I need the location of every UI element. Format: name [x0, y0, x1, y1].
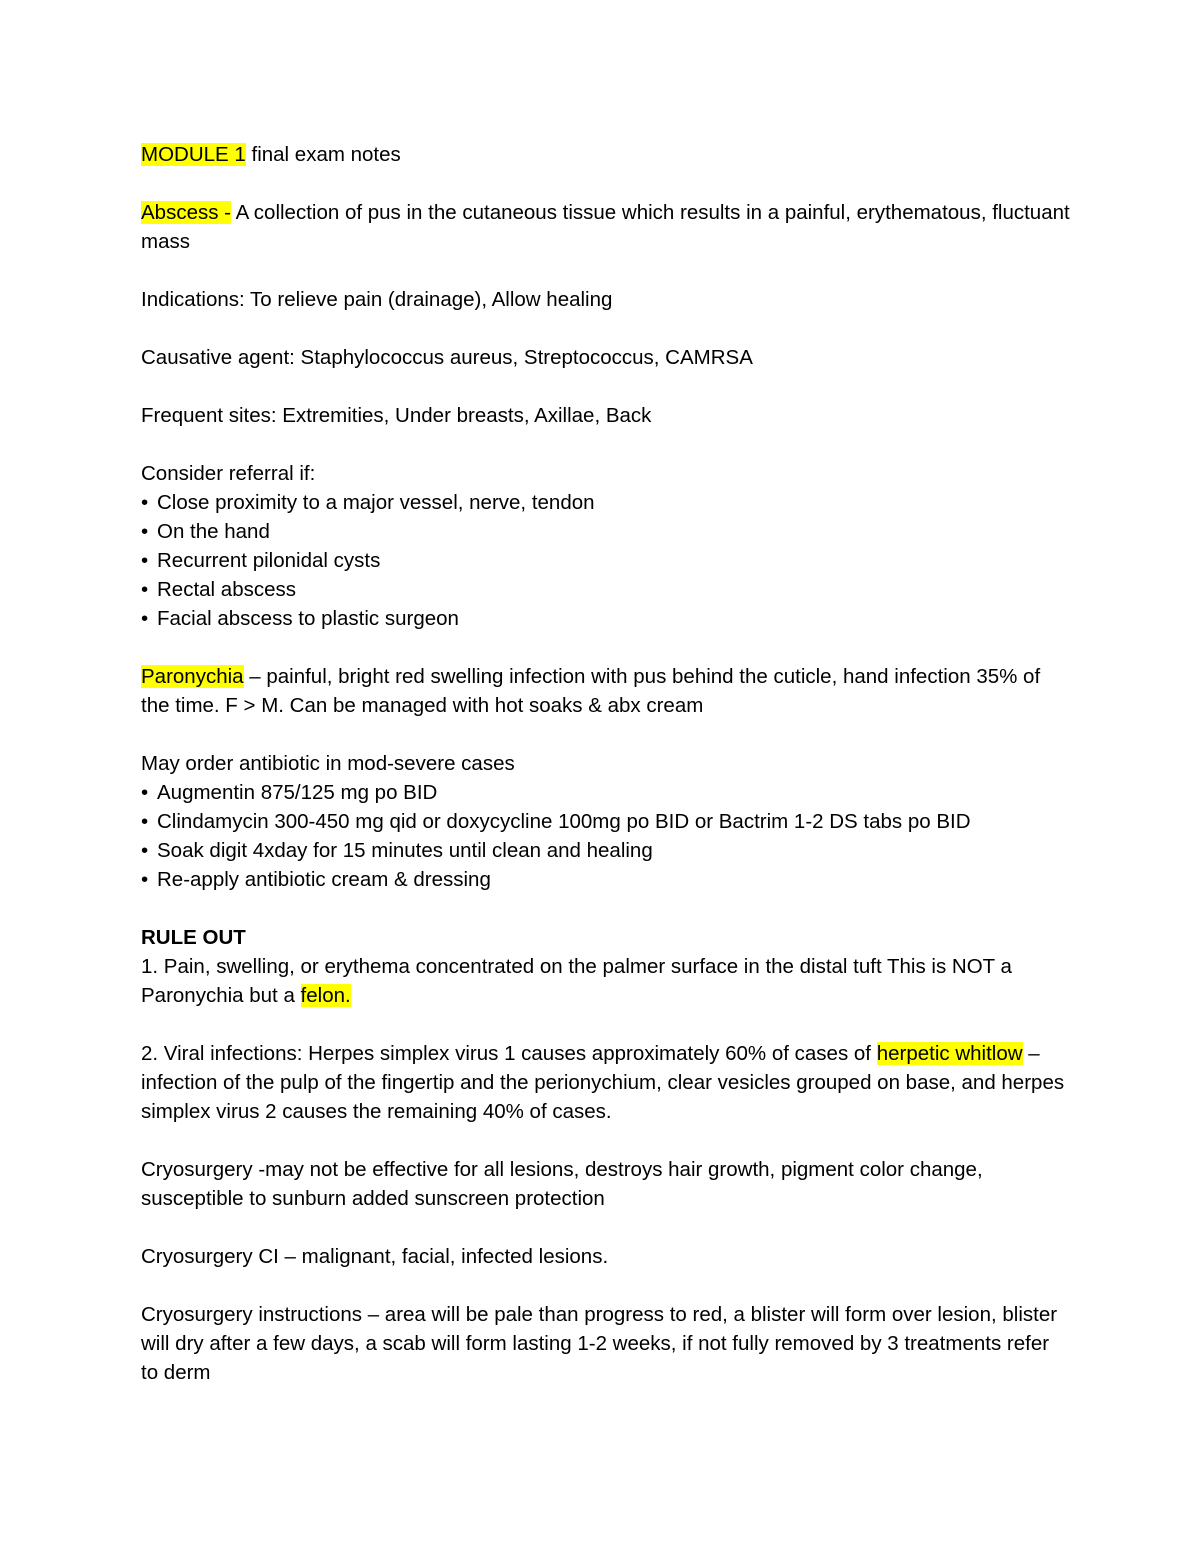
- cryosurgery-ci-line: Cryosurgery CI – malignant, facial, infected lesions.: [141, 1245, 609, 1268]
- list-item: • On the hand: [141, 517, 1071, 546]
- rule-out-heading: RULE OUT: [141, 926, 246, 949]
- list-item: • Soak digit 4xday for 15 minutes until clean and healing: [141, 836, 1071, 865]
- rule-out-item-2-post: – infection of the pulp of the fingertip and the perionychium, clear vesicles grouped on base, and herpes simplex virus 2 causes the remaining 40% of cases.: [141, 1042, 1065, 1123]
- document-page: [141, 140, 1071, 1387]
- rule-out-item-1: [141, 952, 1071, 1010]
- referral-heading: Consider referral if:: [141, 462, 316, 485]
- frequent-sites-line: Frequent sites: Extremities, Under breasts, Axillae, Back: [141, 404, 652, 427]
- cryosurgery-instructions-paragraph: Cryosurgery instructions – area will be pale than progress to red, a blister will form over lesion, blister will dry after a few days, a scab will form lasting 1-2 weeks, if not fully removed by 3 treatments refer to derm: [141, 1303, 1058, 1384]
- title-rest: final exam notes: [245, 143, 401, 166]
- title-highlight: MODULE 1: [141, 143, 246, 166]
- rule-out-item-2-pre: 2. Viral infections: Herpes simplex virus 1 causes approximately 60% of cases of: [141, 1042, 877, 1065]
- list-item: • Rectal abscess: [141, 575, 1071, 604]
- document-title: [141, 140, 1071, 169]
- indications-line: Indications: To relieve pain (drainage), Allow healing: [141, 288, 613, 311]
- rule-out-item-1-text: 1. Pain, swelling, or erythema concentrated on the palmer surface in the distal tuft This is NOT a Paronychia but a: [141, 955, 1012, 1007]
- abscess-paragraph: [141, 198, 1071, 256]
- list-item: • Re-apply antibiotic cream & dressing: [141, 865, 1071, 894]
- rule-out-item-2: [141, 1039, 1071, 1126]
- list-item: • Close proximity to a major vessel, nerve, tendon: [141, 488, 1071, 517]
- rule-out-section: [141, 923, 1071, 1126]
- cryosurgery-effects-paragraph: Cryosurgery -may not be effective for all lesions, destroys hair growth, pigment color change, susceptible to sunburn added sunscreen protection: [141, 1158, 983, 1210]
- paronychia-term: Paronychia: [141, 665, 244, 688]
- herpetic-whitlow-highlight: herpetic whitlow: [876, 1042, 1023, 1065]
- antibiotic-list: [141, 778, 1071, 894]
- list-item: • Augmentin 875/125 mg po BID: [141, 778, 1071, 807]
- abscess-term: Abscess -: [141, 201, 231, 224]
- paronychia-paragraph: [141, 662, 1071, 720]
- paronychia-definition: – painful, bright red swelling infection with pus behind the cuticle, hand infection 35% of the time. F > M. Can be managed with hot soaks & abx cream: [141, 665, 1041, 717]
- list-item: • Facial abscess to plastic surgeon: [141, 604, 1071, 633]
- causative-agent-line: Causative agent: Staphylococcus aureus, Streptococcus, CAMRSA: [141, 346, 753, 369]
- antibiotic-heading: May order antibiotic in mod-severe cases: [141, 752, 515, 775]
- abscess-definition: A collection of pus in the cutaneous tissue which results in a painful, erythematous, fluctuant mass: [141, 201, 1070, 253]
- felon-highlight: felon.: [300, 984, 351, 1007]
- referral-section: [141, 459, 1071, 633]
- list-item: • Recurrent pilonidal cysts: [141, 546, 1071, 575]
- list-item: • Clindamycin 300-450 mg qid or doxycycline 100mg po BID or Bactrim 1-2 DS tabs po BID: [141, 807, 1071, 836]
- antibiotic-section: [141, 749, 1071, 894]
- referral-list: [141, 488, 1071, 633]
